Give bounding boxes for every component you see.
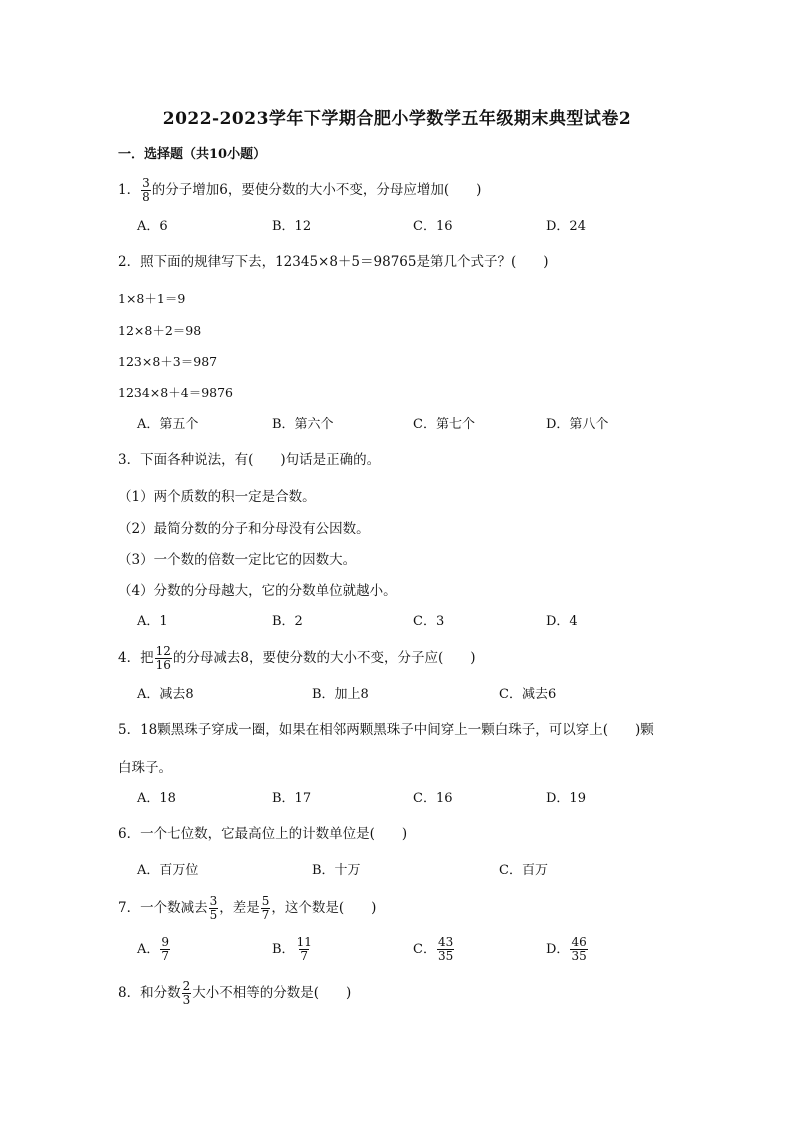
option-a[interactable]: A．减去8 [137, 687, 194, 702]
statement-line: （3）一个数的倍数一定比它的因数大。 [118, 552, 357, 568]
option-c[interactable]: C．减去6 [499, 687, 557, 702]
question-text: 的分子增加6，要使分数的大小不变，分母应增加( ) [151, 182, 482, 198]
option-a[interactable]: A．第五个 [137, 417, 199, 432]
statement-line: （2）最简分数的分子和分母没有公因数。 [118, 521, 370, 537]
question-text: 的分母减去8，要使分数的大小不变，分子应( ) [172, 650, 476, 666]
fraction: $\frac{2}{3}$ [182, 979, 191, 1007]
option-c[interactable]: C．第七个 [413, 417, 475, 432]
option-d[interactable]: D．24 [546, 219, 586, 234]
question-text: 大小不相等的分数是( ) [192, 985, 352, 1001]
option-d[interactable]: D．第八个 [546, 417, 609, 432]
question-8 [118, 980, 351, 1007]
fraction: $\frac{9}{7}$ [161, 935, 170, 963]
option-d[interactable]: D． $\frac{46}{35}$ [546, 935, 587, 963]
question-5: 5．18颗黑珠子穿成一圈，如果在相邻两颗黑珠子中间穿上一颗白珠子，可以穿上( )颗 [118, 722, 654, 738]
question-text: ，差是 [219, 900, 260, 916]
option-c[interactable]: C．百万 [499, 863, 548, 878]
fraction: $\frac{5}{7}$ [261, 894, 270, 922]
question-1 [118, 177, 481, 204]
question-text: 8．和分数 [118, 985, 181, 1001]
option-b[interactable]: B．加上8 [312, 687, 369, 702]
pattern-line: 12×8＋2＝98 [118, 323, 202, 338]
option-d[interactable]: D．4 [546, 614, 578, 629]
pattern-line: 1234×8＋4＝9876 [118, 385, 234, 400]
option-b[interactable]: B．2 [272, 614, 303, 629]
fraction: $\frac{12}{16}$ [155, 644, 171, 672]
pattern-line: 123×8＋3＝987 [118, 354, 218, 369]
question-5-continued: 白珠子。 [118, 760, 172, 776]
question-text: 7．一个数减去 [118, 900, 208, 916]
option-c[interactable]: C．16 [413, 791, 453, 806]
option-d[interactable]: D．19 [546, 791, 586, 806]
option-a[interactable]: A．1 [137, 614, 168, 629]
option-b[interactable]: B．12 [272, 219, 312, 234]
option-b[interactable]: B． $\frac{11}{7}$ [272, 935, 312, 963]
option-c[interactable]: C．3 [413, 614, 445, 629]
option-a[interactable]: A．百万位 [137, 863, 199, 878]
question-3: 3．下面各种说法，有( )句话是正确的。 [118, 452, 381, 468]
fraction: $\frac{3}{5}$ [209, 894, 218, 922]
question-text: ，这个数是( ) [271, 900, 377, 916]
question-6: 6．一个七位数，它最高位上的计数单位是( ) [118, 826, 408, 842]
option-b[interactable]: B．十万 [312, 863, 361, 878]
question-2: 2．照下面的规律写下去，12345×8＋5＝98765是第几个式子？( ) [118, 254, 549, 270]
fraction: $\frac{43}{35}$ [437, 935, 454, 963]
question-number: 1． [118, 182, 141, 198]
section-heading: 一．选择题（共10小题） [118, 147, 267, 162]
question-7 [118, 895, 376, 922]
option-c[interactable]: C． $\frac{43}{35}$ [413, 935, 454, 963]
statement-line: （4）分数的分母越大，它的分数单位就越小。 [118, 583, 397, 599]
option-a[interactable]: A．6 [137, 219, 168, 234]
option-a[interactable]: A． $\frac{9}{7}$ [137, 935, 170, 963]
option-b[interactable]: B．17 [272, 791, 312, 806]
option-a[interactable]: A．18 [137, 791, 176, 806]
fraction: $\frac{3}{8}$ [142, 176, 150, 204]
fraction: $\frac{11}{7}$ [296, 935, 312, 963]
pattern-line: 1×8＋1＝9 [118, 291, 186, 306]
exam-title: 2022-2023学年下学期合肥小学数学五年级期末典型试卷2 [162, 109, 632, 129]
option-c[interactable]: C．16 [413, 219, 453, 234]
question-4 [118, 645, 476, 672]
statement-line: （1）两个质数的积一定是合数。 [118, 489, 316, 505]
option-b[interactable]: B．第六个 [272, 417, 334, 432]
question-number: 4．把 [118, 650, 154, 666]
fraction: $\frac{46}{35}$ [571, 935, 587, 963]
